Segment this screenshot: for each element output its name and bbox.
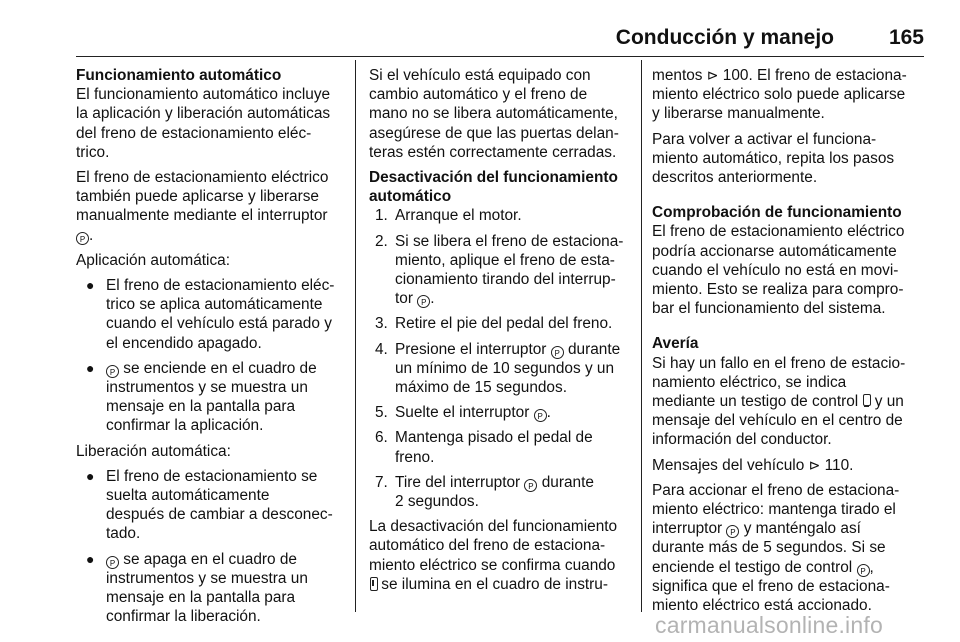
column-divider-1 [355, 60, 356, 612]
heading-deactivation: Desactivación del funcionamiento automático [369, 169, 618, 206]
parking-brake-icon: P [524, 479, 537, 492]
parking-brake-icon: P [857, 564, 870, 577]
column-3 [652, 66, 928, 621]
apply-label: Aplicación automática: [76, 251, 230, 269]
bullet-icon: ● [86, 467, 95, 484]
paragraph: Si hay un fallo en el freno de estacio- namiento eléctrico, se indica mediante un testigo de control y un mensaje del vehículo en el centro de información del conductor. [652, 354, 906, 449]
warning-indicator-icon [862, 394, 870, 408]
column-1 [76, 66, 344, 632]
list-item: 3. Retire el pie del pedal del freno. [375, 315, 613, 333]
parking-brake-icon: P [106, 365, 119, 378]
paragraph: El funcionamiento automático incluye la aplicación y liberación automáticas del freno de estacionamiento eléc- trico. [76, 86, 331, 161]
paragraph: Si el vehículo está equipado con cambio automático y el freno de mano no se libera automáticamente, asegúrese de que las puertas delan- teras estén correctamente cerradas. [369, 67, 619, 161]
heading-automatic: Funcionamiento automático [76, 67, 282, 84]
paragraph: mentos ⊳ 100. El freno de estaciona- miento eléctrico solo puede aplicarse y liberarse manualmente. [652, 67, 907, 123]
bullet-icon: ● [86, 277, 95, 294]
step-number: 3. [375, 315, 388, 333]
parking-brake-icon: P [417, 295, 430, 308]
parking-brake-icon: P [534, 409, 547, 422]
parking-brake-icon: P [76, 232, 89, 245]
list-item: ● El freno de estacionamiento se suelta automáticamente después de cambiar a desconec- tado. [86, 467, 333, 543]
parking-brake-icon: P [551, 346, 564, 359]
page-ref-arrow-icon: ⊳ [808, 456, 821, 473]
watermark: carmanualsonline.info [655, 612, 883, 638]
list-item: 7. Tire del interruptor P durante 2 segundos. [375, 473, 594, 511]
parking-indicator-icon [369, 577, 377, 591]
release-label: Liberación automática: [76, 442, 231, 460]
list-item: ● El freno de estacionamiento eléc- trico se aplica automáticamente cuando el vehículo está parado y el encendido apagado. [86, 277, 335, 352]
paragraph: El freno de estacionamiento eléctrico podría accionarse automáticamente cuando el vehículo no está en movi- miento. Esto se realiza para compro- bar el funcionamiento del sistema. [652, 223, 905, 318]
paragraph: Para volver a activar el funciona- miento automático, repita los pasos descritos anteriormente. [652, 130, 895, 187]
page-header [76, 22, 924, 56]
column-divider-2 [641, 60, 642, 612]
step-number: 1. [375, 207, 388, 225]
step-number: 4. [375, 340, 388, 358]
step-number: 2. [375, 232, 388, 250]
list-item: 6. Mantenga pisado el pedal de freno. [375, 429, 593, 466]
list-item: 4. Presione el interruptor P durante un mínimo de 10 segundos y un máximo de 15 segundos. [375, 340, 621, 397]
list-item: ● P se enciende en el cuadro de instrumentos y se muestra un mensaje en la pantalla para confirmar la aplicación. [86, 359, 317, 435]
paragraph: El freno de estacionamiento eléctrico también puede aplicarse y liberarse manualmente mediante el interruptor P . [76, 169, 329, 244]
page-ref-arrow-icon: ⊳ [706, 67, 719, 83]
paragraph: Mensajes del vehículo ⊳ 110. [652, 456, 854, 474]
heading-check: Comprobación de funcionamiento [652, 204, 902, 222]
parking-brake-icon: P [106, 556, 119, 569]
step-number: 6. [375, 429, 388, 447]
step-number: 5. [375, 404, 388, 422]
list-item: 2. Si se libera el freno de estaciona- miento, aplique el freno de esta- cionamiento tirando del interrup- tor P . [375, 232, 624, 308]
list-item: 5. Suelte el interruptor P . [375, 404, 551, 422]
bullet-icon: ● [86, 359, 95, 376]
header-divider [76, 56, 924, 57]
heading-fault: Avería [652, 335, 699, 353]
list-item: 1. Arranque el motor. [375, 207, 522, 225]
paragraph: La desactivación del funcionamiento automático del freno de estaciona- miento eléctrico se confirma cuando se ilumina en el cuadro de instru- [369, 518, 618, 593]
column-2 [369, 66, 631, 600]
parking-brake-icon: P [726, 525, 739, 538]
paragraph: Para accionar el freno de estaciona- miento eléctrico: mantenga tirado el interruptor P y manténgalo así durante más de 5 segundos. Si se enciende el testigo de control P , significa que el freno de estaciona- miento eléctrico está accionado. [652, 481, 900, 615]
list-item: ● P se apaga en el cuadro de instrumentos y se muestra un mensaje en la pantalla para confirmar la liberación. [86, 550, 308, 626]
section-title: Conducción y manejo [615, 26, 834, 49]
page-number: 165 [888, 26, 924, 49]
bullet-icon: ● [86, 550, 95, 567]
step-number: 7. [375, 473, 388, 491]
